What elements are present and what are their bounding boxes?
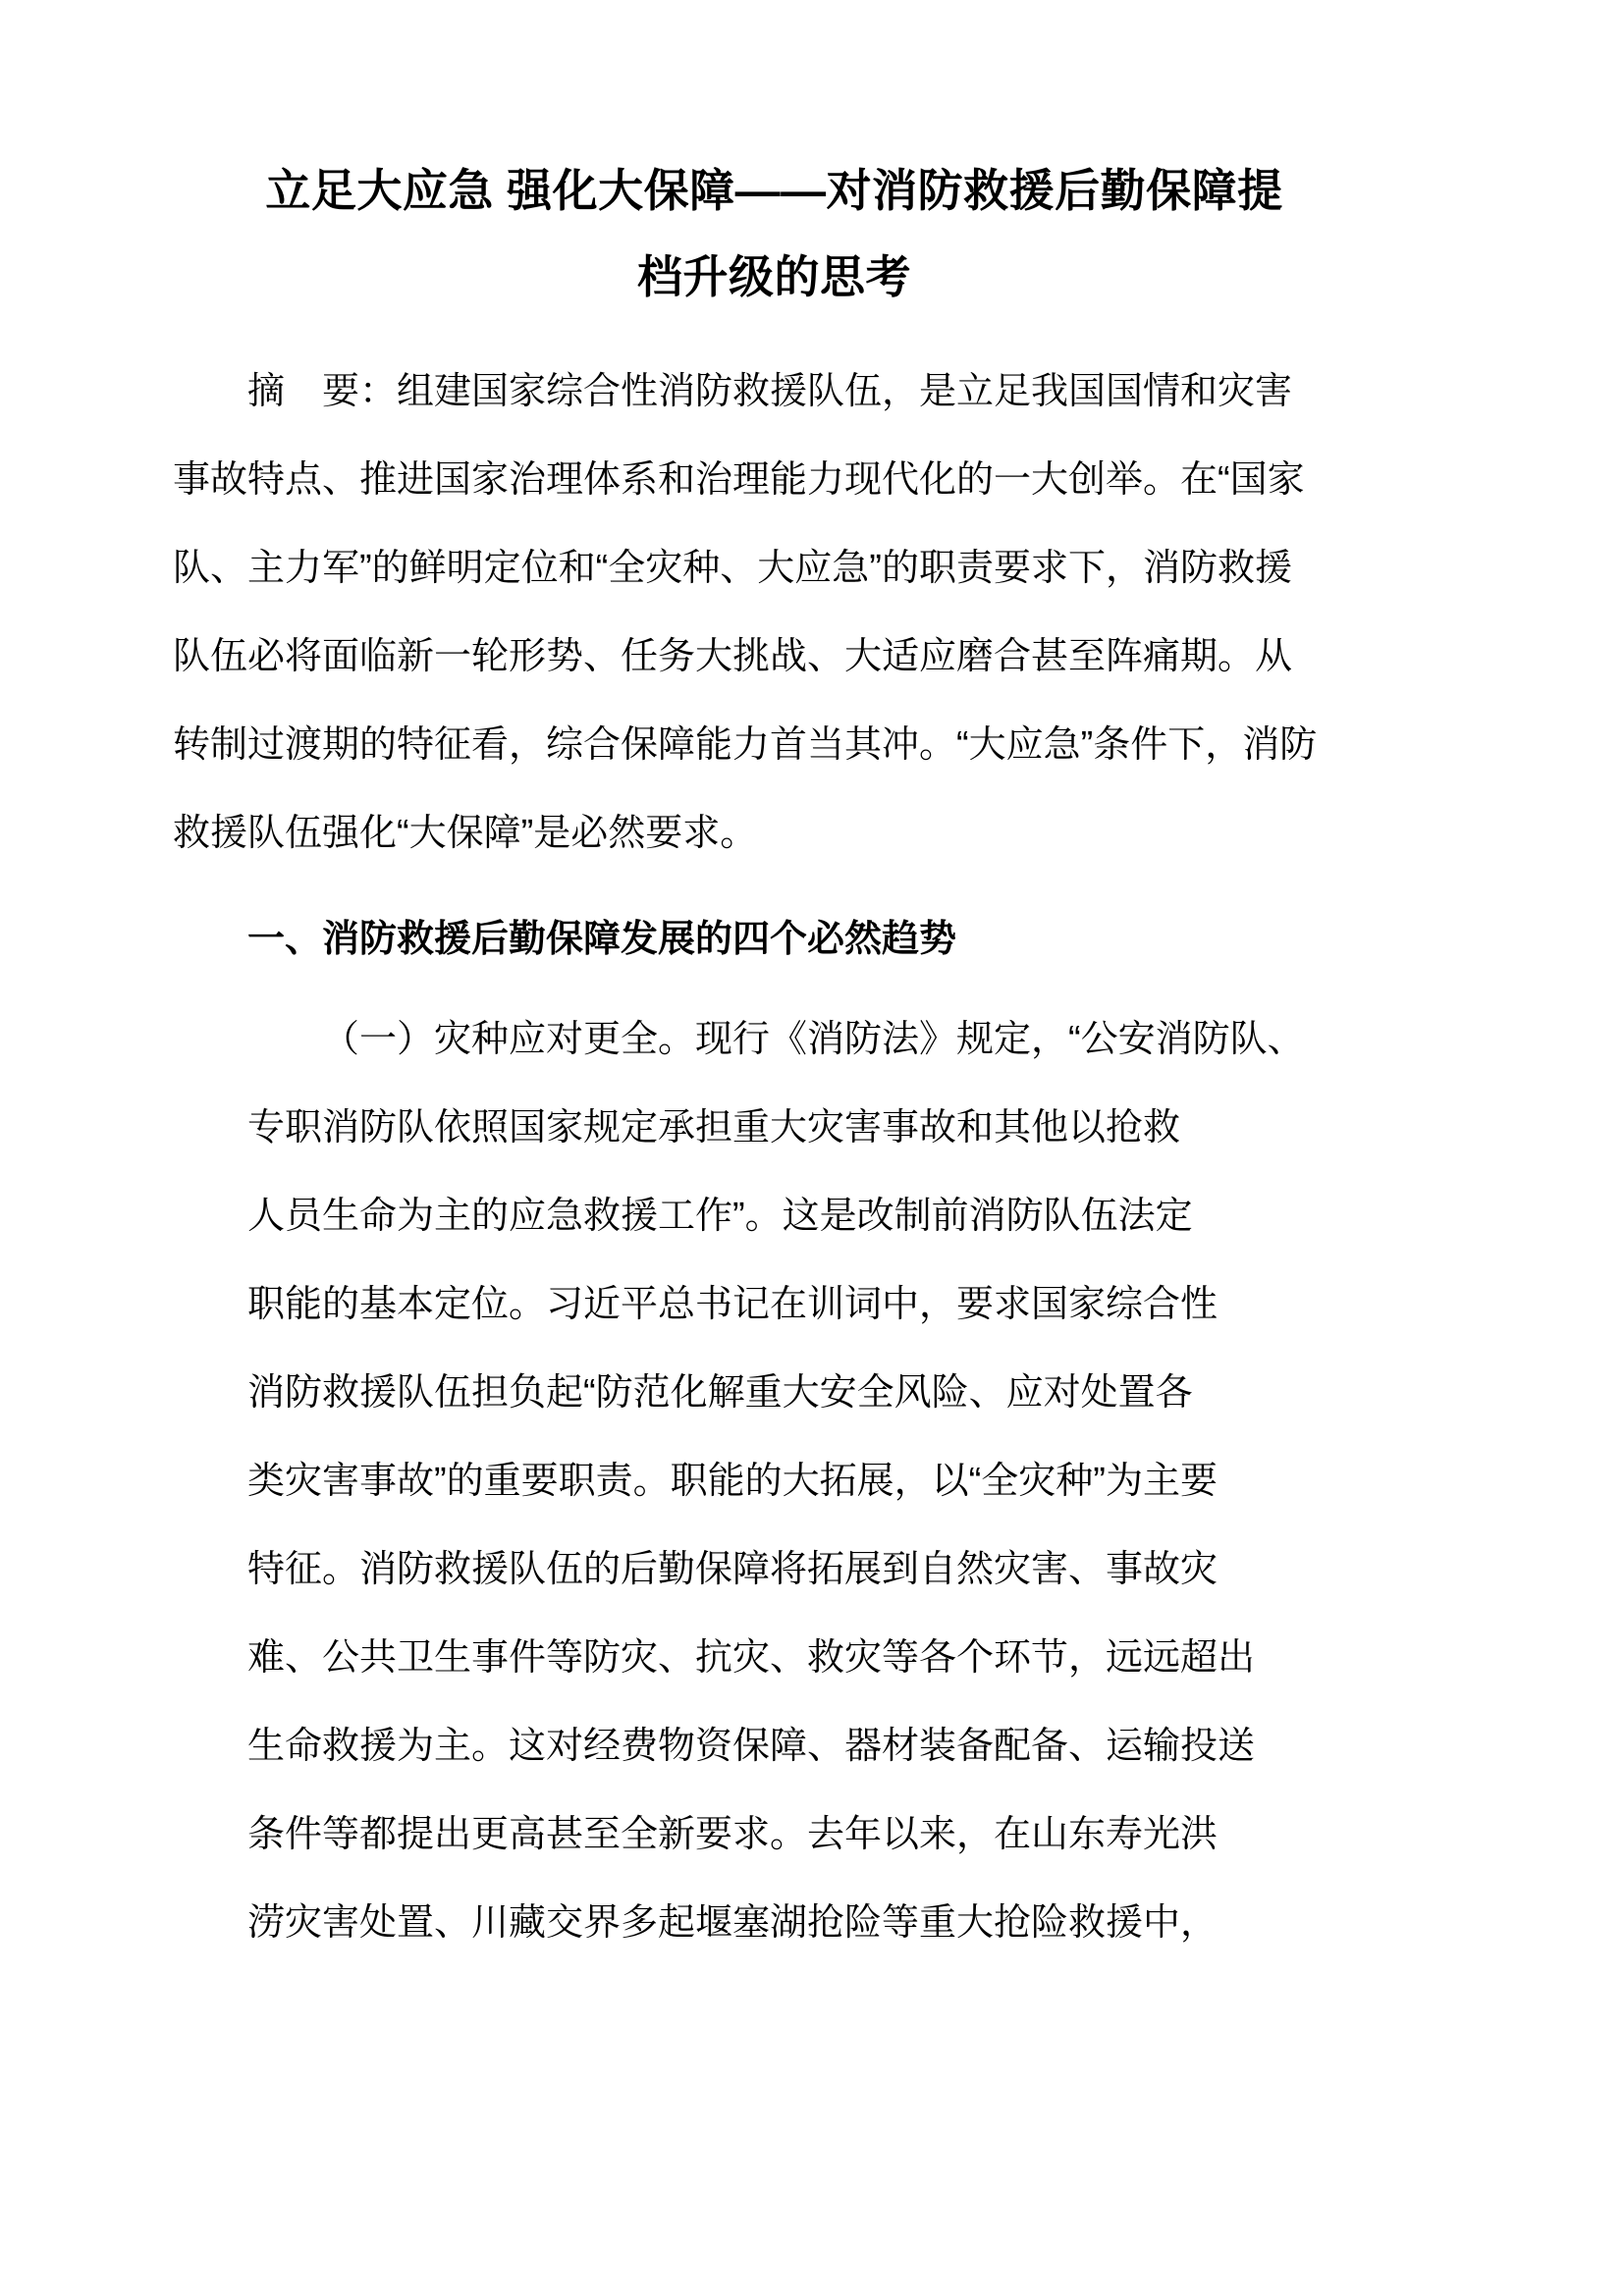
title-line-1: 立足大应急 强化大保障——对消防救援后勤保障提	[265, 165, 1283, 216]
section-heading-1: 一、消防救援后勤保障发展的四个必然趋势	[247, 919, 957, 960]
paragraph-line: 消防救援队伍担负起“防范化解重大安全风险、应对处置各	[247, 1372, 1193, 1414]
title-line-2: 档升级的思考	[637, 251, 911, 302]
abstract-line: 转制过渡期的特征看，综合保障能力首当其冲。“大应急”条件下，消防	[173, 724, 1318, 766]
paragraph-line: 职能的基本定位。习近平总书记在训词中，要求国家综合性	[247, 1284, 1218, 1325]
paragraph-line: 特征。消防救援队伍的后勤保障将拓展到自然灾害、事故灾	[247, 1549, 1218, 1590]
paragraph-line: 涝灾害处置、川藏交界多起堰塞湖抢险等重大抢险救援中，	[247, 1902, 1218, 1944]
page-title	[173, 147, 1376, 320]
paragraph-line: （一）灾种应对更全。现行《消防法》规定，“公安消防队、	[322, 1019, 1305, 1060]
paragraph-line: 生命救援为主。这对经费物资保障、器材装备配备、运输投送	[247, 1726, 1256, 1767]
abstract-line: 救援队伍强化“大保障”是必然要求。	[173, 813, 758, 854]
paragraph-line: 类灾害事故”的重要职责。职能的大拓展，以“全灾种”为主要	[247, 1461, 1218, 1502]
abstract-block	[173, 347, 1376, 878]
abstract-line: 事故特点、推进国家治理体系和治理能力现代化的一大创举。在“国家	[173, 459, 1305, 501]
paragraph-line: 难、公共卫生事件等防灾、抗灾、救灾等各个环节，远远超出	[247, 1637, 1256, 1679]
abstract-line: 队伍必将面临新一轮形势、任务大挑战、大适应磨合甚至阵痛期。从	[173, 636, 1293, 677]
paragraph-line: 专职消防队依照国家规定承担重大灾害事故和其他以抢救	[247, 1107, 1181, 1148]
abstract-line: 队、主力军”的鲜明定位和“全灾种、大应急”的职责要求下，消防救援	[173, 548, 1292, 589]
paragraph-line: 条件等都提出更高甚至全新要求。去年以来，在山东寿光洪	[247, 1814, 1218, 1855]
paragraph-1	[173, 995, 1376, 1967]
document-content	[173, 147, 1376, 1967]
paragraph-line: 人员生命为主的应急救援工作”。这是改制前消防队伍法定	[247, 1196, 1193, 1237]
abstract-line: 摘 要：组建国家综合性消防救援队伍，是立足我国国情和灾害	[247, 371, 1293, 412]
